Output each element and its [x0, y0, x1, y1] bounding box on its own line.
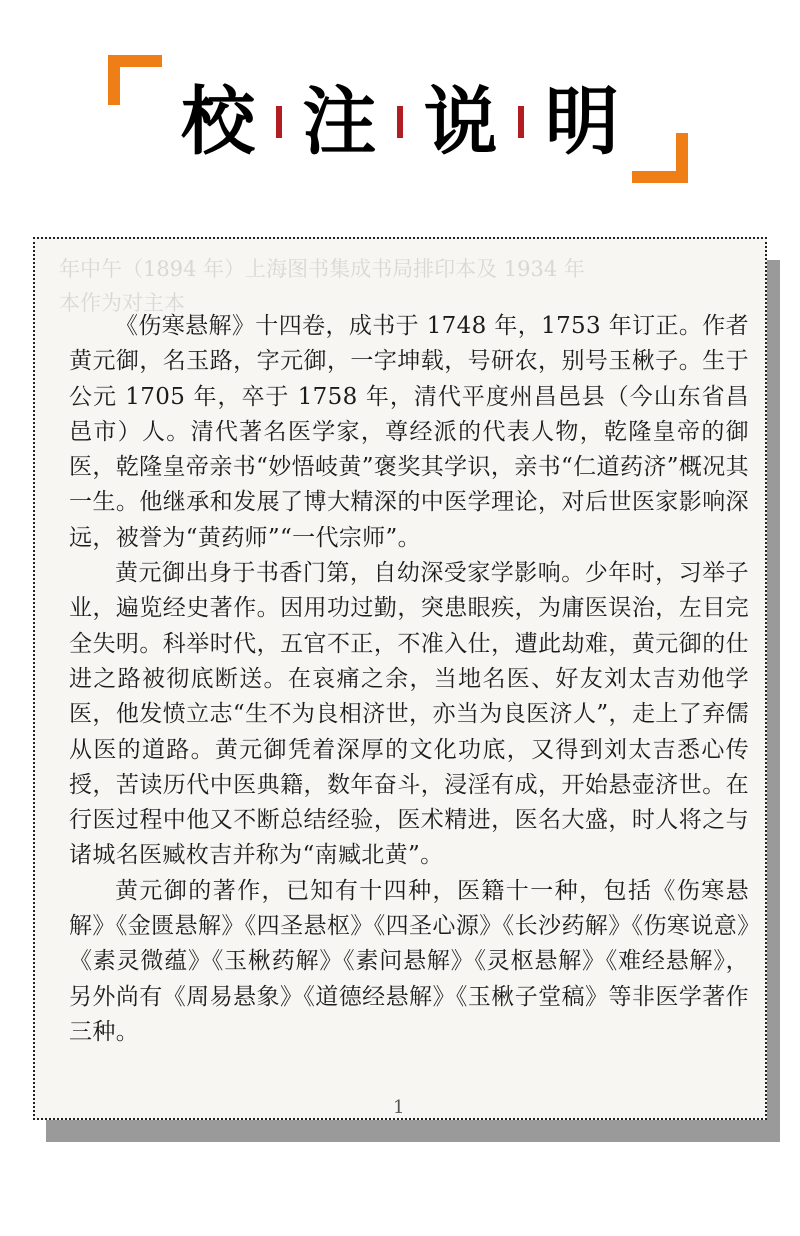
page-title: [170, 79, 630, 165]
title-char-3: 说: [423, 79, 498, 165]
title-char-2: 注: [302, 79, 377, 165]
corner-bracket-bottom-right-vertical: [676, 133, 688, 183]
bleed-through-text: 年中午（1894 年）上海图书集成书局排印本及 1934 年: [59, 257, 585, 281]
paragraph-3: 黄元御的著作，已知有十四种，医籍十一种，包括《伤寒悬解》《金匮悬解》《四圣悬枢》《四圣心源》《长沙药解》《伤寒说意》《素灵微蕴》《玉楸药解》《素问悬解》《灵枢悬解》《难经悬解》，另外尚有《周易悬象》《道德经悬解》《玉楸子堂稿》等非医学著作三种。: [69, 877, 749, 1045]
scanned-page: [33, 237, 767, 1120]
title-char-1: 校: [181, 79, 255, 165]
title-separator: [397, 106, 403, 138]
title-char-4: 明: [544, 79, 619, 165]
title-separator: [518, 106, 524, 138]
corner-bracket-top-left-vertical: [108, 55, 120, 105]
bleed-through-text: 本作为对主本: [59, 291, 185, 315]
title-banner: [0, 0, 800, 200]
paragraph-1: 《伤寒悬解》十四卷，成书于 1748 年，1753 年订正。作者黄元御，名玉路，字元御，一字坤载，号研农，别号玉楸子。生于公元 1705 年，卒于 1758 年，清代平度州昌邑县（今山东省昌邑市）人。清代著名医学家，尊经派的代表人物，乾隆皇帝的御医，乾隆皇帝亲书“妙悟岐黄”褒奖其学识，亲书“仁道药济”概况其一生。他继承和发展了博大精深的中医学理论，对后世医家影响深远，被誉为“黄药师”“一代宗师”。: [69, 313, 749, 551]
page-body: [69, 309, 749, 1050]
page-number: 1: [393, 1097, 405, 1118]
title-separator: [276, 106, 282, 138]
paragraph-2: 黄元御出身于书香门第，自幼深受家学影响。少年时，习举子业，遍览经史著作。因用功过勤，突患眼疾，为庸医误治，左目完全失明。科举时代，五官不正，不准入仕，遭此劫难，黄元御的仕进之路被彻底断送。在哀痛之余，当地名医、好友刘太吉劝他学医，他发愤立志“生不为良相济世，亦当为良医济人”，走上了弃儒从医的道路。黄元御凭着深厚的文化功底，又得到刘太吉悉心传授，苦读历代中医典籍，数年奋斗，浸淫有成，开始悬壶济世。在行医过程中他又不断总结经验，医术精进，医名大盛，时人将之与诸城名医臧枚吉并称为“南臧北黄”。: [69, 560, 749, 869]
